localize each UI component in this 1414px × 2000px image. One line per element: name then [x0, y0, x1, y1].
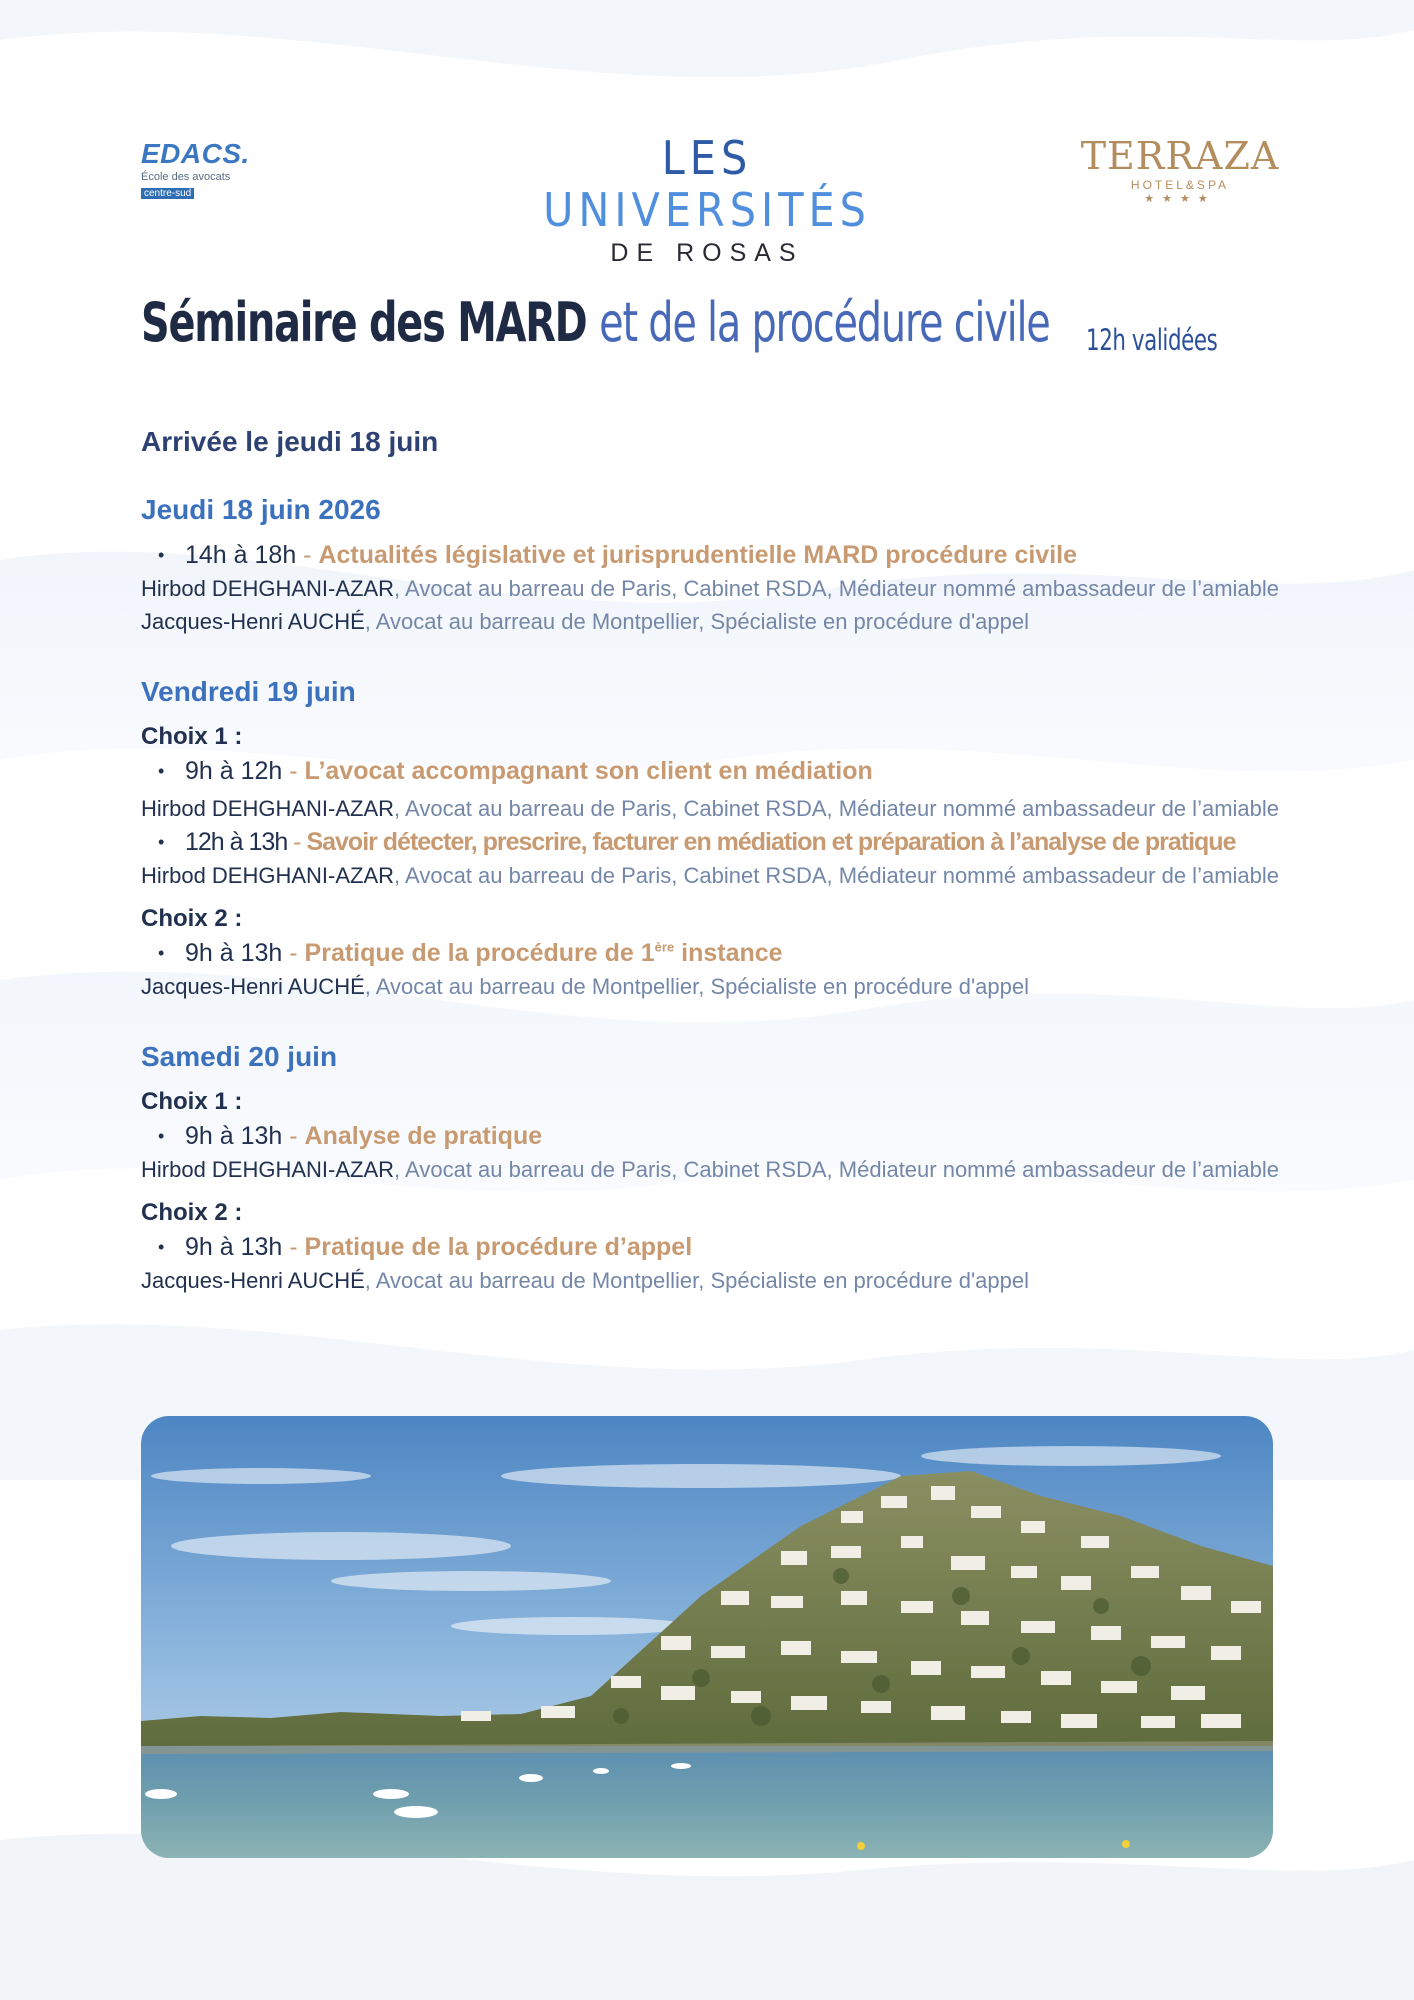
arrival-note: Arrivée le jeudi 18 juin — [141, 426, 439, 457]
programme — [141, 420, 1281, 1297]
speaker-line — [141, 1153, 1281, 1186]
speaker-role: , Avocat au barreau de Paris, Cabinet RSDA, Médiateur nommé ambassadeur de l’amiable — [394, 863, 1279, 888]
speaker-line — [141, 792, 1281, 825]
session-time: 9h à 13h — [185, 1233, 283, 1261]
session-topic: Savoir détecter, prescrire, facturer en médiation et préparation à l’analyse de pratique — [306, 828, 1236, 856]
speaker-role: , Avocat au barreau de Montpellier, Spécialiste en procédure d'appel — [364, 1268, 1029, 1293]
day-heading-saturday: Samedi 20 juin — [141, 1041, 338, 1072]
session-time: 9h à 12h — [185, 757, 283, 785]
speaker-name: Jacques-Henri AUCHÉ — [141, 974, 365, 999]
session-topic: Pratique de la procédure d’appel — [304, 1233, 693, 1261]
universites-logo-les: LES — [661, 131, 753, 185]
session-topic: Actualités législative et jurisprudentielle MARD procédure civile — [318, 541, 1077, 569]
speaker-name: Hirbod DEHGHANI-AZAR — [141, 576, 395, 601]
session-topic: Analyse de pratique — [304, 1122, 543, 1150]
session-separator: - — [282, 757, 305, 785]
session-separator: - — [287, 828, 307, 856]
bullet-icon: • — [158, 1237, 165, 1257]
speaker-role: , Avocat au barreau de Paris, Cabinet RSDA, Médiateur nommé ambassadeur de l’amiable — [394, 1157, 1279, 1182]
choice-label: Choix 1 : — [141, 1088, 243, 1115]
speaker-name: Jacques-Henri AUCHÉ — [141, 609, 365, 634]
coast-illustration — [141, 1416, 1273, 1858]
bullet-icon: • — [158, 761, 165, 781]
speaker-line — [141, 605, 1281, 638]
edacs-logo-mark: EDACS. — [141, 138, 250, 169]
session-topic-main: Pratique de la procédure de 1 — [304, 939, 655, 967]
page-title-part1: Séminaire des MARD — [141, 291, 587, 354]
session-item — [141, 936, 1281, 970]
speaker-line — [141, 1264, 1281, 1297]
bullet-icon: • — [158, 943, 165, 963]
session-separator: - — [296, 541, 319, 569]
speaker-role: , Avocat au barreau de Paris, Cabinet RSDA, Médiateur nommé ambassadeur de l’amiable — [394, 576, 1279, 601]
day-heading-friday: Vendredi 19 juin — [141, 676, 356, 707]
speaker-name: Jacques-Henri AUCHÉ — [141, 1268, 365, 1293]
edacs-logo — [141, 140, 281, 201]
session-separator: - — [282, 1233, 305, 1261]
day-heading-thursday: Jeudi 18 juin 2026 — [141, 494, 381, 525]
rosas-coast-photo — [141, 1416, 1273, 1858]
session-topic: L’avocat accompagnant son client en médiation — [304, 757, 873, 785]
speaker-line — [141, 572, 1281, 605]
session-time: 12h à 13h — [185, 828, 288, 856]
session-topic — [305, 939, 783, 967]
speaker-line — [141, 859, 1281, 892]
universites-logo — [500, 132, 914, 268]
terraza-logo — [1080, 136, 1280, 206]
terraza-stars-icon: ★★★★ — [1144, 193, 1216, 205]
speaker-role: , Avocat au barreau de Montpellier, Spécialiste en procédure d'appel — [364, 974, 1029, 999]
hours-validated: 12h validées — [1086, 323, 1218, 357]
choice-label: Choix 2 : — [141, 905, 243, 932]
bullet-icon: • — [158, 1126, 165, 1146]
bullet-icon: • — [158, 832, 164, 852]
speaker-role: , Avocat au barreau de Paris, Cabinet RSDA, Médiateur nommé ambassadeur de l’amiable — [394, 796, 1279, 821]
terraza-logo-subtitle: HOTEL&SPA — [1130, 178, 1230, 192]
session-time: 9h à 13h — [185, 1122, 283, 1150]
session-item — [141, 754, 1281, 788]
session-time: 14h à 18h — [185, 541, 297, 569]
session-separator: - — [282, 1122, 305, 1150]
page-title — [141, 290, 1050, 356]
choice-label: Choix 2 : — [141, 1199, 243, 1226]
universites-logo-universites: UNIVERSITÉS — [543, 183, 871, 237]
speaker-name: Hirbod DEHGHANI-AZAR — [141, 796, 395, 821]
bullet-icon: • — [158, 545, 165, 565]
page-title-part2: et de la procédure civile — [599, 291, 1050, 354]
choice-label: Choix 1 : — [141, 723, 243, 750]
session-topic-superscript: ère — [654, 939, 675, 955]
session-time: 9h à 13h — [185, 939, 283, 967]
edacs-logo-subtitle: École des avocats — [141, 171, 231, 183]
session-item — [141, 1119, 1281, 1153]
edacs-logo-tag: centre-sud — [141, 188, 194, 199]
speaker-line — [141, 970, 1281, 1003]
universites-logo-subtitle: DE ROSAS — [610, 239, 804, 267]
session-separator: - — [282, 939, 305, 967]
terraza-logo-mark: TERRAZA — [1080, 134, 1280, 178]
speaker-role: , Avocat au barreau de Montpellier, Spécialiste en procédure d'appel — [364, 609, 1029, 634]
session-item — [141, 825, 1281, 859]
session-topic-end: instance — [674, 939, 783, 967]
speaker-name: Hirbod DEHGHANI-AZAR — [141, 863, 395, 888]
speaker-name: Hirbod DEHGHANI-AZAR — [141, 1157, 395, 1182]
session-item — [141, 538, 1281, 572]
session-item — [141, 1230, 1281, 1264]
